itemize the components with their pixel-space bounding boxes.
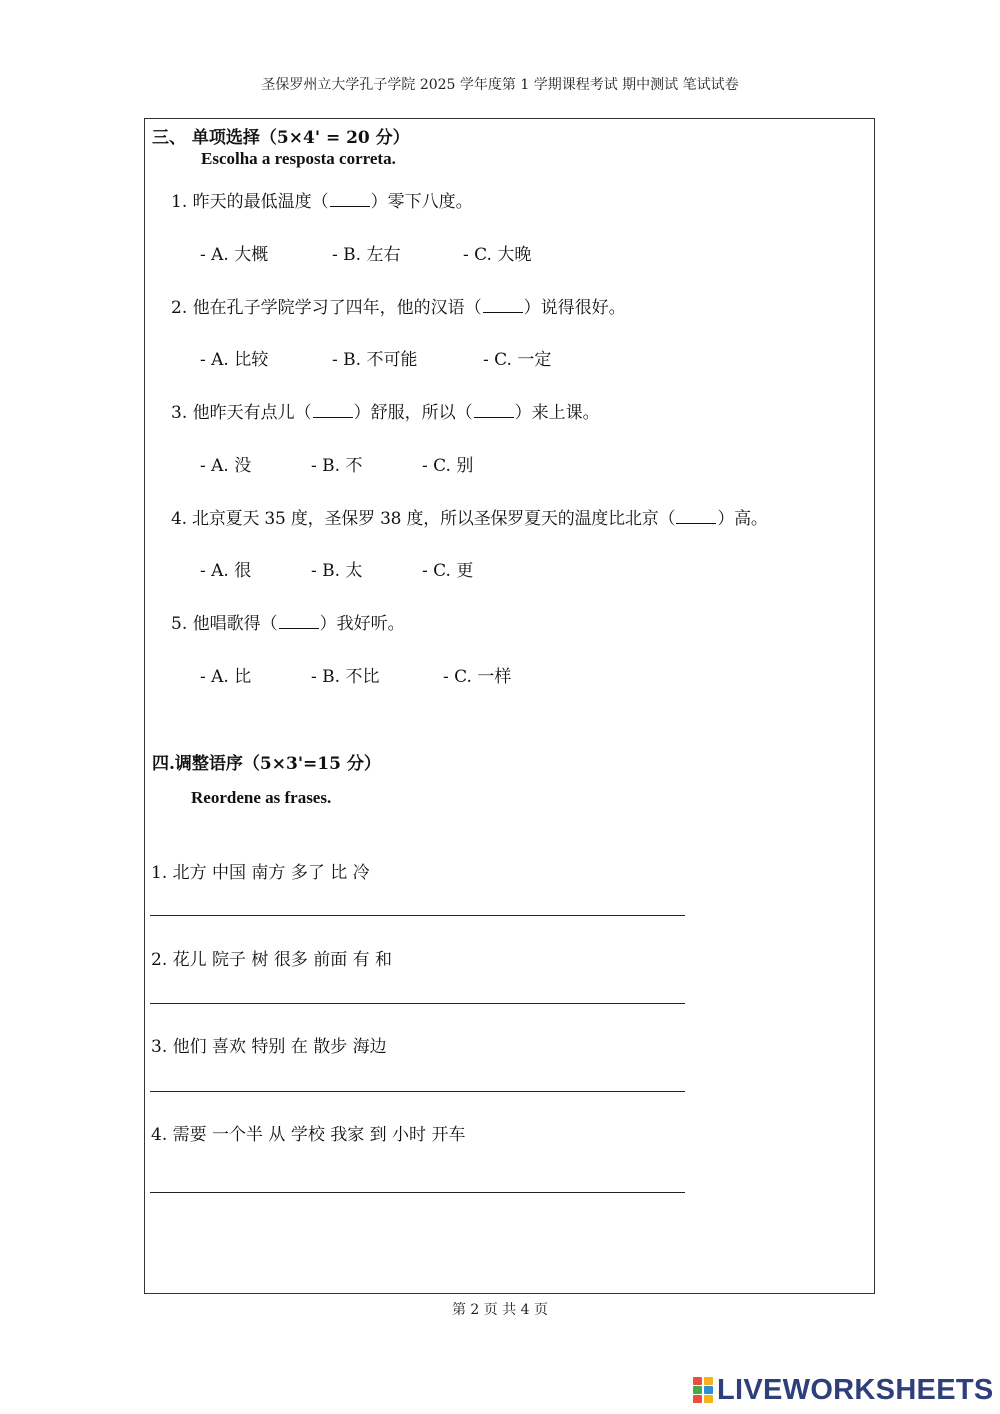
reorder-item-3: 3. 他们 喜欢 特别 在 散步 海边 (151, 1037, 387, 1057)
answer-blank[interactable] (474, 402, 514, 418)
question-4-text-end: ）高。 (717, 509, 768, 529)
q4-option-a[interactable]: - A. 很 (200, 561, 252, 581)
q3-option-c[interactable]: - C. 别 (422, 456, 474, 476)
q4-option-c[interactable]: - C. 更 (422, 561, 474, 581)
page-number: 第 2 页 共 4 页 (451, 1302, 549, 1318)
q5-option-b[interactable]: - B. 不比 (311, 667, 380, 687)
section3-title: 三、 单项选择（5×4' = 20 分） (152, 128, 410, 148)
question-1-text: 1. 昨天的最低温度（ (171, 192, 329, 212)
q5-option-c[interactable]: - C. 一样 (443, 667, 512, 687)
q1-option-b[interactable]: - B. 左右 (332, 245, 401, 265)
question-1-text-end: ）零下八度。 (370, 192, 473, 212)
answer-line-1[interactable] (150, 915, 685, 916)
question-2-text-end: ）说得很好。 (523, 298, 626, 318)
q2-option-c[interactable]: - C. 一定 (483, 350, 552, 370)
answer-line-3[interactable] (150, 1091, 685, 1092)
q2-option-b[interactable]: - B. 不可能 (332, 350, 418, 370)
section4-title: 四.调整语序（5×3'=15 分） (152, 754, 381, 774)
question-3 (171, 398, 600, 423)
reorder-item-2: 2. 花儿 院子 树 很多 前面 有 和 (151, 950, 393, 970)
liveworksheets-logo-text: LIVEWORKSHEETS (717, 1373, 994, 1406)
question-4-text: 4. 北京夏天 35 度，圣保罗 38 度，所以圣保罗夏天的温度比北京（ (171, 509, 676, 529)
section3-subtitle: Escolha a resposta correta. (201, 149, 396, 168)
q2-option-a[interactable]: - A. 比较 (200, 350, 269, 370)
q1-option-c[interactable]: - C. 大晚 (463, 245, 532, 265)
question-2-text: 2. 他在孔子学院学习了四年，他的汉语（ (171, 298, 482, 318)
reorder-item-4: 4. 需要 一个半 从 学校 我家 到 小时 开车 (151, 1125, 466, 1145)
question-1 (171, 187, 473, 212)
q1-option-a[interactable]: - A. 大概 (200, 245, 269, 265)
q5-option-a[interactable]: - A. 比 (200, 667, 252, 687)
answer-blank[interactable] (279, 613, 319, 629)
answer-blank[interactable] (483, 297, 523, 313)
section4-subtitle: Reordene as frases. (191, 788, 332, 807)
answer-blank[interactable] (330, 191, 370, 207)
q3-option-b[interactable]: - B. 不 (311, 456, 363, 476)
question-3-text-end: ）来上课。 (514, 403, 600, 423)
answer-blank[interactable] (313, 402, 353, 418)
question-4 (171, 504, 768, 529)
question-5-text-end: ）我好听。 (319, 614, 405, 634)
q3-option-a[interactable]: - A. 没 (200, 456, 252, 476)
question-5-text: 5. 他唱歌得（ (171, 614, 278, 634)
liveworksheets-logo-icon (693, 1377, 713, 1403)
question-5 (171, 609, 405, 634)
liveworksheets-logo[interactable] (693, 1374, 994, 1406)
reorder-item-1: 1. 北方 中国 南方 多了 比 冷 (151, 863, 370, 883)
question-2 (171, 293, 626, 318)
answer-line-2[interactable] (150, 1003, 685, 1004)
answer-line-4[interactable] (150, 1192, 685, 1193)
question-3-text: 3. 他昨天有点儿（ (171, 403, 312, 423)
question-3-text-mid: ）舒服，所以（ (353, 403, 473, 423)
exam-header: 圣保罗州立大学孔子学院 2025 学年度第 1 学期课程考试 期中测试 笔试试卷 (261, 77, 739, 93)
q4-option-b[interactable]: - B. 太 (311, 561, 363, 581)
answer-blank[interactable] (676, 508, 716, 524)
